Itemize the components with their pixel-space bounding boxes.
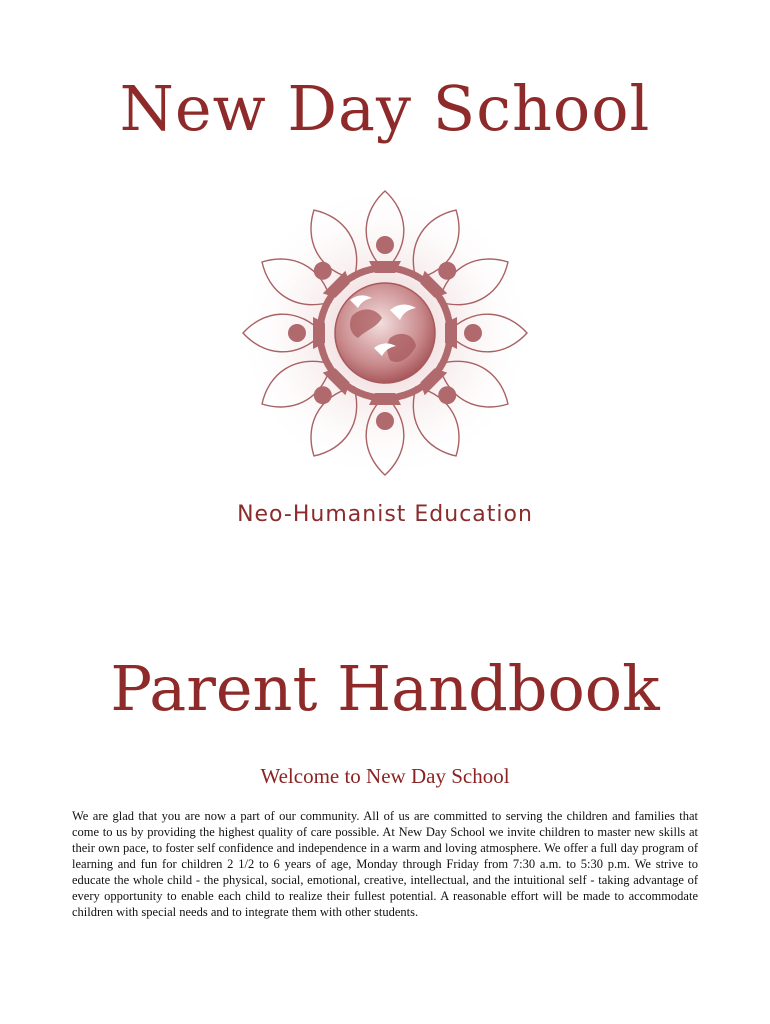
welcome-heading: Welcome to New Day School	[260, 764, 510, 788]
intro-paragraph: We are glad that you are now a part of our community. All of us are committed to serving the children and families that come to us by providing the highest quality of care possible. At New Day School we invite children to master new skills at their own pace, to foster self confidence and independence in a warm and loving atmosphere. We offer a full day program of learning and fun for children 2 1/2 to 6 years of age, Monday through Friday from 7:30 a.m. to 5:30 p.m. We strive to educate the whole child - the physical, social, emotional, creative, intellectual, and the intuitional self - taking advantage of every opportunity to enable each child to realize their fullest potential. A reasonable effort will be made to accommodate children with special needs and to integrate them with other students.	[72, 809, 698, 919]
document-title: Parent Handbook	[110, 652, 660, 725]
school-name-title: New Day School	[119, 72, 651, 145]
logo-caption: Neo-Humanist Education	[237, 502, 533, 527]
school-logo	[200, 188, 570, 478]
lotus-globe-logo-icon	[200, 188, 570, 478]
